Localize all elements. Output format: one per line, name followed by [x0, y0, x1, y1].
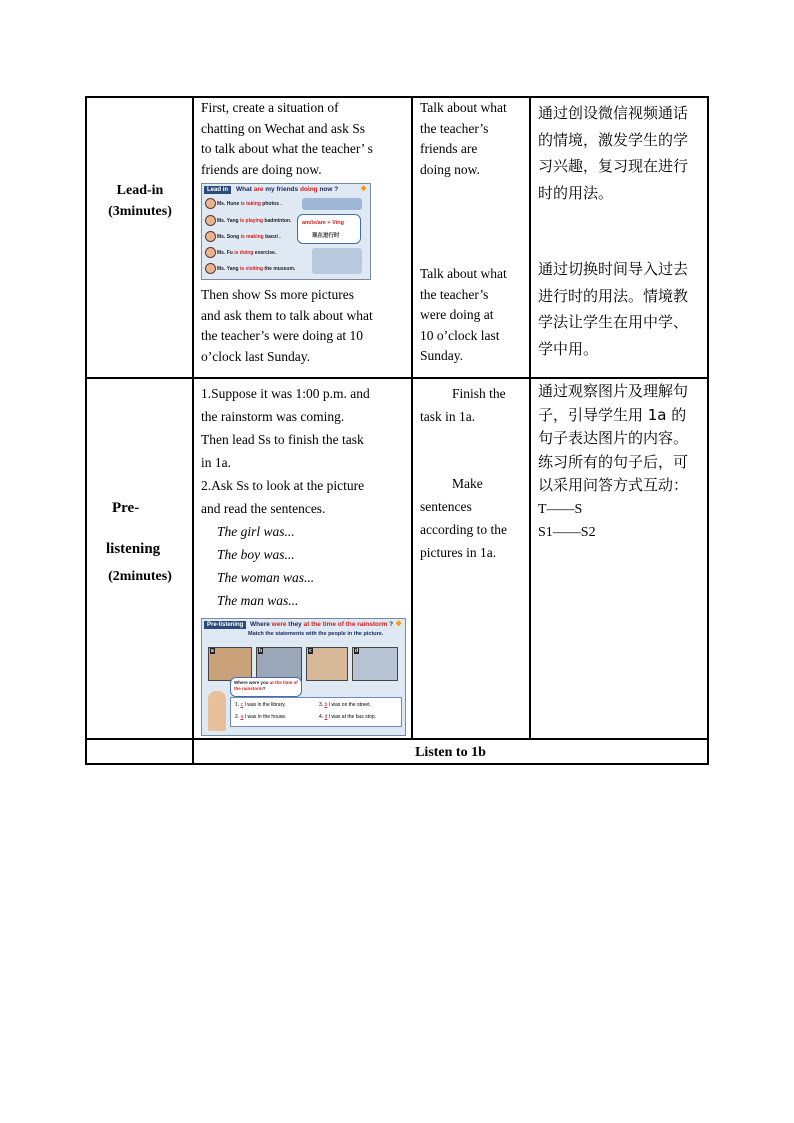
table-bottom-border [85, 763, 709, 765]
slide-decoration [302, 198, 362, 210]
slide-line: Ms. Song is making baozi . [217, 234, 281, 240]
formula-text: am/is/are + Ving [302, 220, 344, 226]
listen-row-label: Listen to 1b [415, 745, 486, 760]
answer-item: 3. b I was on the street. [319, 702, 371, 708]
slide-title: Where were they at the time of the rainstorm ? [250, 621, 394, 628]
col-border-right [707, 96, 709, 765]
avatar [205, 231, 216, 242]
col-border-3 [529, 96, 531, 740]
picture-letter: b [259, 648, 263, 654]
question-bubble [230, 677, 302, 697]
avatar [205, 215, 216, 226]
row-divider-1 [85, 377, 709, 379]
col-border-2 [411, 96, 413, 740]
prelistening-activity-text: 1.Suppose it was 1:00 p.m. and the rainstorm was coming. Then lead Ss to finish the task in 1a. 2.Ask Ss to look at the picture and read the sentences. The girl was... The boy was... The woman was... The man was... [201, 386, 370, 608]
prelistening-slide-image [201, 618, 406, 736]
slide-tag: Pre-listening [204, 621, 246, 629]
stage-label-leadin: Lead-in (3minutes) [108, 183, 172, 219]
leadin-purpose-2: 通过切换时间导入过去 进行时的用法。情境教 学法让学生在用中学、 学中用。 [538, 260, 689, 358]
prelistening-student-text-2: Make sentences according to the pictures in 1a. [420, 476, 507, 560]
answer-item: 2. a I was in the house. [235, 714, 287, 720]
leadin-student-text-2: Talk about what the teacher’s were doing at 10 o’clock last Sunday. [420, 266, 507, 363]
slide-title: What are my friends doing now ? [236, 186, 339, 193]
prelistening-purpose: 通过观察图片及理解句 子，引导学生用 1a 的 句子表达图片的内容。 练习所有的句子后，可 以采用问答方式互动： T——S S1——S2 [538, 382, 689, 540]
leadin-student-text-1: Talk about what the teacher’s friends are doing now. [420, 100, 507, 177]
prelistening-student-text-1: Finish the task in 1a. [420, 386, 506, 424]
col-border-left [85, 96, 87, 765]
slide-line: Ms. Yang is visiting the museum. [217, 266, 296, 272]
slide-line: Ms. Yang is playing badminton. [217, 218, 292, 224]
slide-subtitle: Match the statements with the people in the picture. [248, 631, 384, 637]
picture-letter: d [355, 648, 359, 654]
picture-letter: c [309, 648, 312, 654]
man-figure [208, 691, 226, 731]
leadin-purpose-1: 通过创设微信视频通话 的情境，激发学生的学 习兴趣，复习现在进行 时的用法。 [538, 104, 689, 202]
avatar [205, 198, 216, 209]
slide-line: Ms. Hune is taking photos . [217, 201, 282, 207]
avatar [205, 263, 216, 274]
slide-tag: Lead in [204, 186, 231, 194]
slide-line: Ms. Fu is doing exercise. [217, 250, 277, 256]
avatar [205, 247, 216, 258]
col-border-1 [192, 96, 194, 765]
formula-bubble [297, 214, 361, 244]
bubble-text: Where were you at the time of the rainstorm? [234, 680, 298, 691]
answer-item: 4. d I was at the bus stop. [319, 714, 376, 720]
leadin-activity-text-1: First, create a situation of chatting on Wechat and ask Ss to talk about what the teacher’ s friends are doing now. [201, 100, 373, 177]
picture-letter: a [211, 648, 214, 654]
answer-item: 1. c I was in the library. [235, 702, 286, 708]
slide-decoration [312, 248, 362, 274]
row-divider-2 [85, 738, 709, 740]
answer-box [230, 697, 402, 727]
slide-logo: 🔶 [360, 186, 367, 192]
leadin-activity-text-2: Then show Ss more pictures and ask them to talk about what the teacher’s were doing at 10 o’clock last Sunday. [201, 287, 373, 364]
slide-logo: 🔶 [395, 621, 402, 627]
leadin-slide-image [201, 183, 371, 280]
stage-label-prelistening: Pre- listening (2minutes) [106, 500, 172, 584]
formula-note: 现在进行时 [312, 233, 340, 239]
